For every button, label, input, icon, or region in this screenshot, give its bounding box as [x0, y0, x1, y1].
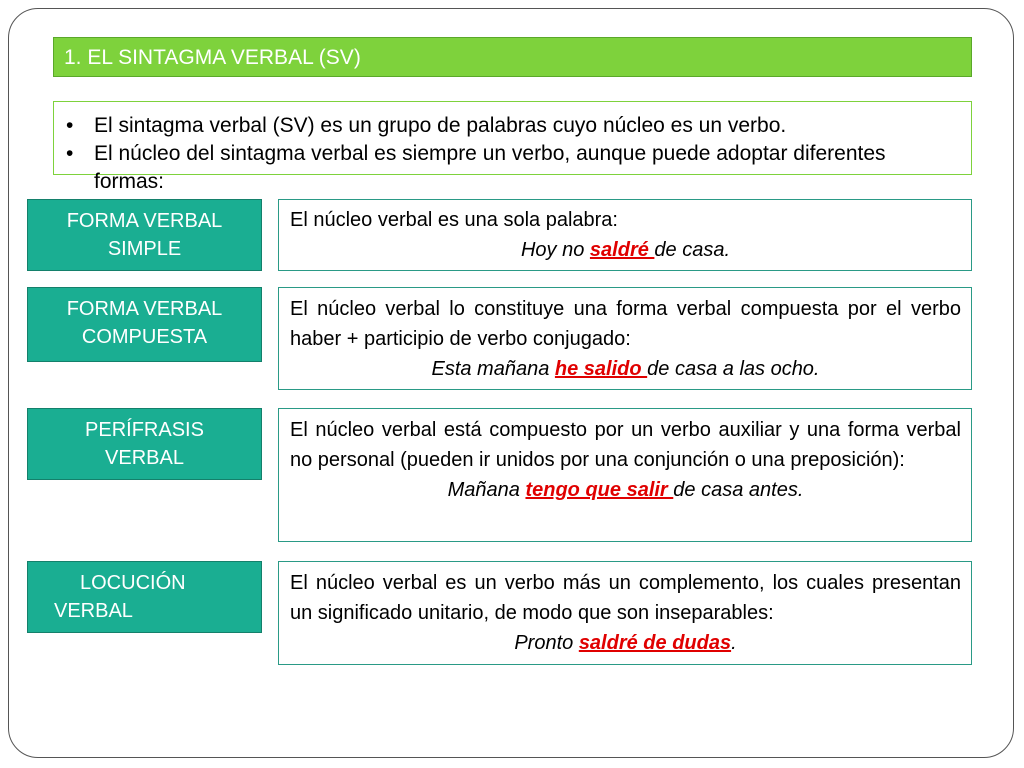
example-text: de casa antes. [673, 479, 804, 501]
label-forma-verbal-simple [27, 199, 262, 271]
description-text: El núcleo verbal es una sola palabra: [290, 209, 618, 231]
description-forma-verbal-simple [278, 199, 972, 271]
intro-bullet [60, 140, 961, 196]
example-highlight: tengo que salir [525, 479, 674, 501]
label-forma-verbal-compuesta [27, 287, 262, 362]
example-sentence [290, 235, 961, 265]
label-line: FORMA VERBAL [66, 210, 223, 232]
label-line: FORMA VERBAL [66, 298, 223, 320]
bullet-icon: • [66, 114, 74, 137]
intro-box [53, 101, 972, 193]
description-perifrasis-verbal [278, 408, 972, 542]
example-text: Hoy no [520, 239, 590, 261]
example-text: Esta mañana [431, 358, 555, 380]
example-text: Pronto [514, 632, 579, 654]
label-locucion-verbal [27, 561, 262, 633]
intro-bullet [60, 112, 961, 140]
slide-title: 1. EL SINTAGMA VERBAL (SV) [53, 37, 972, 77]
example-highlight: saldré de dudas [578, 632, 732, 654]
intro-bullet-text: El sintagma verbal (SV) es un grupo de palabras cuyo núcleo es un verbo. [94, 114, 787, 137]
example-highlight: saldré [589, 239, 655, 261]
label-line: PERÍFRASIS [85, 419, 204, 441]
label-perifrasis-verbal [27, 408, 262, 480]
intro-bullet-text: El núcleo del sintagma verbal es siempre un verbo, aunque puede adoptar diferentes formas: [94, 142, 886, 193]
example-text: de casa. [654, 239, 731, 261]
description-forma-verbal-compuesta [278, 287, 972, 390]
bullet-icon: • [66, 142, 74, 165]
label-line: VERBAL [54, 600, 133, 622]
label-line: LOCUCIÓN [80, 572, 186, 594]
example-sentence [290, 475, 961, 505]
label-line: VERBAL [105, 447, 184, 469]
description-text: El núcleo verbal es un verbo más un complemento, los cuales presentan un significado unitario, de modo que son inseparables: [290, 572, 961, 624]
example-highlight: he salido [554, 358, 648, 380]
description-text: El núcleo verbal lo constituye una forma verbal compuesta por el verbo haber + participio de verbo conjugado: [290, 298, 961, 350]
label-line: SIMPLE [107, 238, 182, 260]
example-sentence [290, 628, 961, 658]
description-text: El núcleo verbal está compuesto por un verbo auxiliar y una forma verbal no personal (pueden ir unidos por una conjunción o una preposición): [290, 419, 961, 471]
example-text: de casa a las ocho. [647, 358, 820, 380]
example-text: Mañana [447, 479, 526, 501]
example-sentence [290, 354, 961, 384]
description-locucion-verbal [278, 561, 972, 665]
label-line: COMPUESTA [81, 326, 208, 348]
example-text: . [731, 632, 737, 654]
